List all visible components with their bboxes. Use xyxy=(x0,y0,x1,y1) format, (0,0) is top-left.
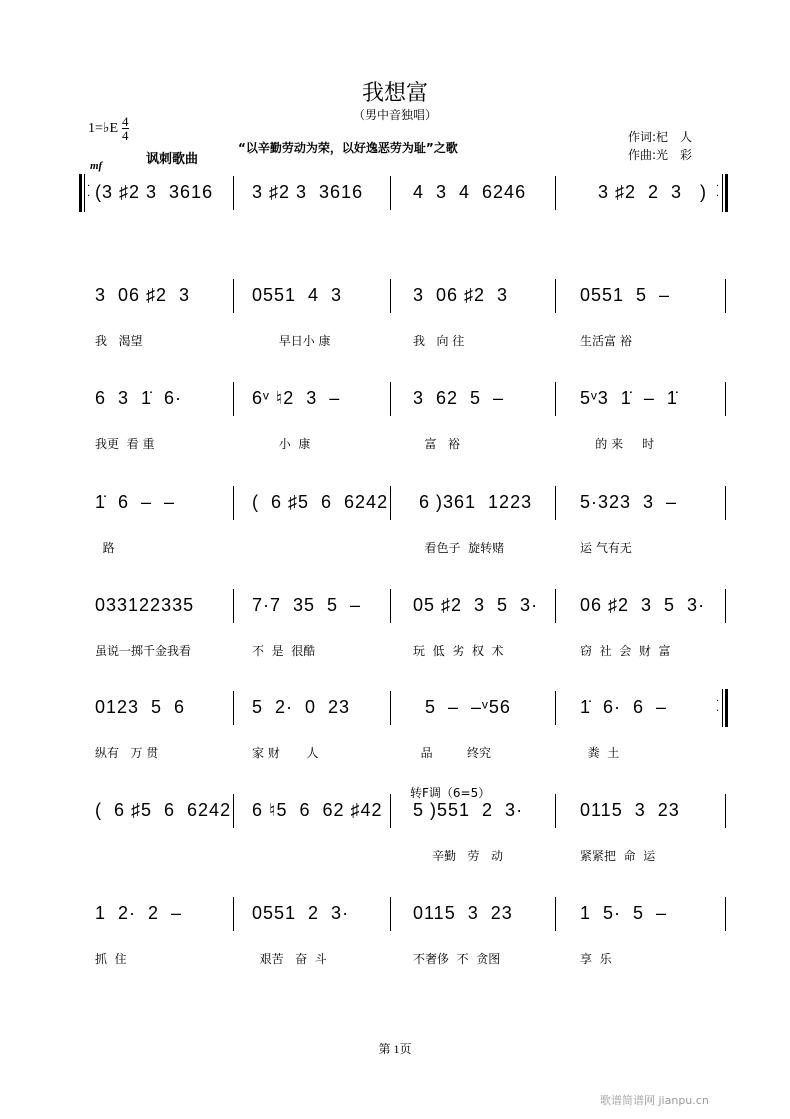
measure-lyrics: 玩 低 劣 权 术 xyxy=(413,644,504,658)
score-row xyxy=(80,285,730,348)
measure-notes: 033122335 xyxy=(95,595,195,615)
measure-lyrics: 窃 社 会 财 富 xyxy=(580,644,671,658)
measure-lyrics: 辛勤 劳 动 xyxy=(413,849,503,863)
measure-lyrics: 路 xyxy=(95,541,115,555)
bar-line xyxy=(390,897,391,931)
measure-lyrics: 富 裕 xyxy=(413,437,460,451)
measure-lyrics: 看色子 旋转赌 xyxy=(413,541,505,555)
measure-lyrics: 我 向 往 xyxy=(413,334,465,348)
measure-lyrics: 纵有 万 贯 xyxy=(95,746,159,760)
bar-line xyxy=(390,382,391,416)
song-title: 我想富 xyxy=(361,81,428,106)
bar-line xyxy=(555,897,556,931)
measure-notes: 0123 5 6 xyxy=(95,697,186,717)
bar-line xyxy=(725,279,726,313)
bar-line xyxy=(555,589,556,623)
measure-notes: 1 5· 5 – xyxy=(580,903,668,923)
bar-line xyxy=(555,691,556,725)
measure-lyrics: 紧紧把 命 运 xyxy=(580,849,656,863)
bar-line xyxy=(725,382,726,416)
bar-line xyxy=(233,691,234,725)
measure-notes: 5ᵛ3 1̇ – 1̇ xyxy=(580,388,678,408)
measure-lyrics: 不 是 很酷 xyxy=(252,644,316,658)
measure-notes: 5 – –ᵛ56 xyxy=(413,697,511,717)
bar-line xyxy=(555,382,556,416)
bar-line xyxy=(233,794,234,828)
measure-notes: 3 06 ♯2 3 xyxy=(413,285,509,305)
measure-notes: 4 3 4 6246 xyxy=(413,182,527,202)
measure-lyrics: 早日小 康 xyxy=(252,334,331,348)
bar-line xyxy=(725,589,726,623)
song-subtitle: （男中音独唱） xyxy=(352,108,437,122)
score-row xyxy=(80,800,730,863)
measure-lyrics: 小 康 xyxy=(252,437,311,451)
score-row xyxy=(80,388,730,451)
modulation-annotation: 转F调（6=5） xyxy=(410,786,491,800)
bar-line xyxy=(725,486,726,520)
measure-notes: 0115 3 23 xyxy=(580,800,680,820)
measure-notes: 06 ♯2 3 5 3· xyxy=(580,595,706,615)
bar-line xyxy=(555,279,556,313)
page-number: 第 1页 xyxy=(378,1042,412,1056)
slogan: “以辛勤劳动为荣，以好逸恶劳为耻”之歌 xyxy=(238,141,458,155)
measure-notes: 3 ♯2 3 3616 xyxy=(252,182,364,202)
measure-lyrics: 的 来 时 xyxy=(580,437,655,451)
repeat-end-barline: · · xyxy=(716,174,730,212)
bar-line xyxy=(233,897,234,931)
bar-line xyxy=(390,279,391,313)
bar-line xyxy=(233,382,234,416)
genre-label: 讽刺歌曲 xyxy=(146,152,199,167)
bar-line xyxy=(390,691,391,725)
score-row xyxy=(80,492,730,555)
bar-line xyxy=(233,589,234,623)
measure-lyrics: 虽说一掷千金我看 xyxy=(95,644,192,658)
time-bottom: 4 xyxy=(122,128,129,143)
measure-notes: 0115 3 23 xyxy=(413,903,513,923)
bar-line xyxy=(555,794,556,828)
measure-notes: 1 2· 2 – xyxy=(95,903,183,923)
bar-line xyxy=(725,897,726,931)
bar-line xyxy=(233,279,234,313)
measure-notes: 3 62 5 – xyxy=(413,388,505,408)
repeat-start-barline: · · xyxy=(79,174,91,212)
measure-notes: 7·7 35 5 – xyxy=(252,595,362,615)
measure-notes: 5 2· 0 23 xyxy=(252,697,351,717)
time-top: 4 xyxy=(122,114,129,129)
bar-line xyxy=(233,176,234,210)
measure-notes: ( 6 ♯5 6 6242 xyxy=(252,492,389,512)
measure-notes: 0551 2 3· xyxy=(252,903,350,923)
measure-lyrics: 粪 土 xyxy=(580,746,620,760)
measure-notes: 0551 5 – xyxy=(580,285,671,305)
measure-lyrics: 享 乐 xyxy=(580,952,612,966)
score-row xyxy=(80,182,730,222)
bar-line xyxy=(390,794,391,828)
measure-notes: 3 06 ♯2 3 xyxy=(95,285,191,305)
measure-notes: 0551 4 3 xyxy=(252,285,343,305)
watermark: 歌谱简谱网 jianpu.cn xyxy=(600,1094,709,1107)
measure-notes: 1̇ 6· 6 – xyxy=(580,697,668,717)
key-signature: 1=♭E xyxy=(88,121,119,136)
time-signature xyxy=(122,115,129,142)
measure-notes: 3 ♯2 2 3 ) xyxy=(580,182,708,202)
measure-notes: (3 ♯2 3 3616 xyxy=(95,182,214,202)
measure-notes: 5·323 3 – xyxy=(580,492,678,512)
measure-notes: 5 )551 2 3· xyxy=(413,800,524,820)
measure-notes: 1̇ 6 – – xyxy=(95,492,176,512)
measure-notes: 6 3 1̇ 6· xyxy=(95,388,183,408)
bar-line xyxy=(390,589,391,623)
measure-lyrics: 家 财 人 xyxy=(252,746,319,760)
dynamic-marking: mf xyxy=(90,160,103,172)
measure-lyrics: 我 渴望 xyxy=(95,334,143,348)
measure-notes: 6ᵛ ♮2 3 – xyxy=(252,388,341,408)
measure-lyrics: 抓 住 xyxy=(95,952,127,966)
score-row xyxy=(80,903,730,966)
bar-line xyxy=(390,486,391,520)
score-row xyxy=(80,595,730,658)
measure-lyrics: 艰苦 奋 斗 xyxy=(252,952,327,966)
composer: 作曲:光 彩 xyxy=(628,148,693,162)
measure-notes: 6 )361 1223 xyxy=(413,492,533,512)
measure-lyrics: 品 终究 xyxy=(413,746,491,760)
measure-lyrics: 生活富 裕 xyxy=(580,334,632,348)
measure-notes: 6 ♮5 6 62 ♯42 xyxy=(252,800,383,820)
bar-line xyxy=(725,794,726,828)
score-row xyxy=(80,696,730,760)
bar-line xyxy=(390,176,391,210)
measure-notes: 05 ♯2 3 5 3· xyxy=(413,595,539,615)
measure-notes: ( 6 ♯5 6 6242 xyxy=(95,800,232,820)
bar-line xyxy=(555,176,556,210)
repeat-end-barline: · · xyxy=(716,689,730,727)
measure-lyrics: 运 气有无 xyxy=(580,541,632,555)
bar-line xyxy=(233,486,234,520)
measure-lyrics: 我更 看 重 xyxy=(95,437,155,451)
bar-line xyxy=(555,486,556,520)
lyricist: 作词:杞 人 xyxy=(628,130,693,144)
measure-lyrics: 不奢侈 不 贪图 xyxy=(413,952,501,966)
